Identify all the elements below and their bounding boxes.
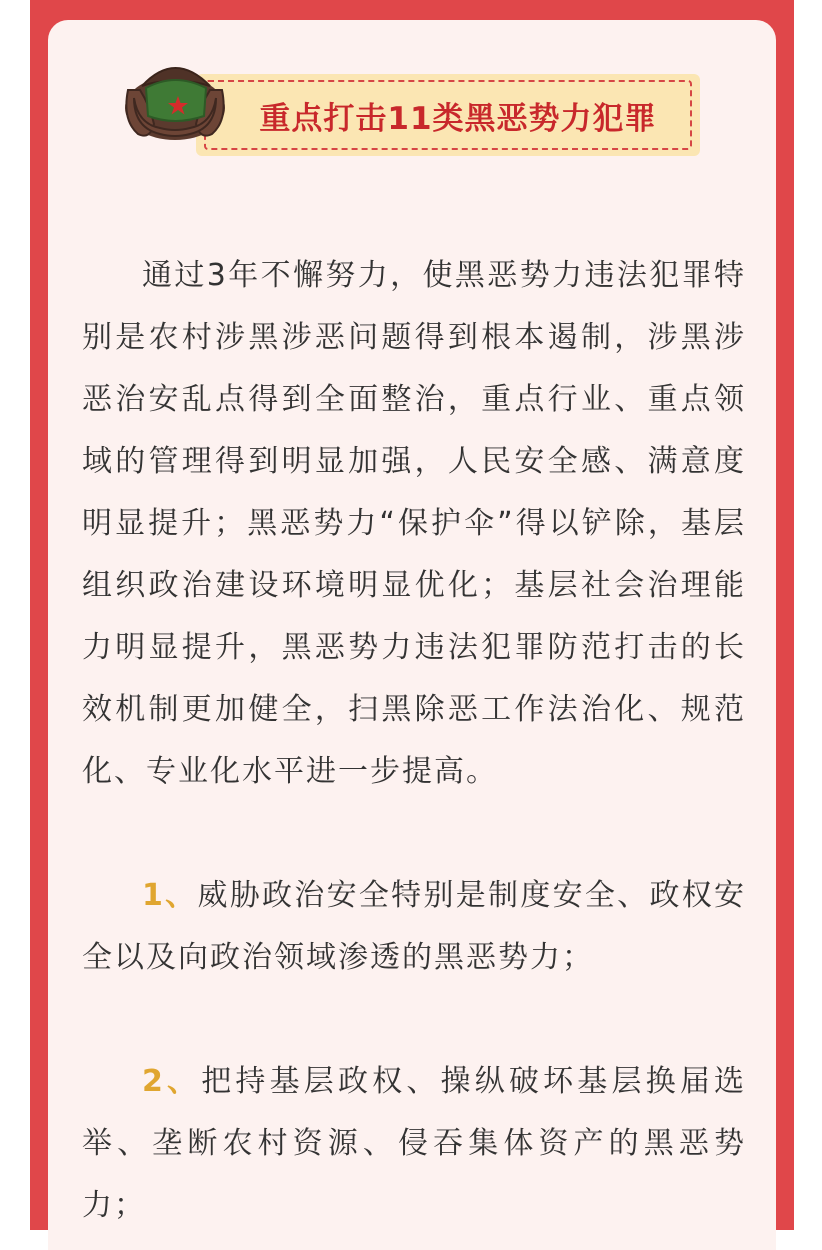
army-hat-icon (120, 50, 230, 142)
section-header (120, 50, 710, 170)
list-item-number: 2、 (142, 1064, 202, 1099)
list-item-number: 1、 (142, 878, 198, 913)
paragraph-spacer (82, 803, 746, 865)
list-item (82, 1051, 746, 1237)
list-item-text: 威胁政治安全特别是制度安全、政权安全以及向政治领域渗透的黑恶势力； (82, 878, 747, 975)
title-banner (196, 74, 700, 156)
intro-paragraph: 通过3年不懈努力，使黑恶势力违法犯罪特别是农村涉黑涉恶问题得到根本遏制，涉黑涉恶治安乱点得到全面整治，重点行业、重点领域的管理得到明显加强，人民安全感、满意度明显提升；黑恶势力“保护伞”得以铲除，基层组织政治建设环境明显优化；基层社会治理能力明显提升，黑恶势力违法犯罪防范打击的长效机制更加健全，扫黑除恶工作法治化、规范化、专业化水平进一步提高。 (82, 258, 746, 789)
article-body (82, 245, 746, 1237)
section-title: 重点打击11类黑恶势力犯罪 (259, 100, 657, 137)
title-banner-border (204, 80, 692, 150)
list-item-text: 把持基层政权、操纵破坏基层换届选举、垄断农村资源、侵吞集体资产的黑恶势力； (82, 1064, 747, 1223)
paragraph-spacer (82, 989, 746, 1051)
list-item (82, 865, 746, 989)
